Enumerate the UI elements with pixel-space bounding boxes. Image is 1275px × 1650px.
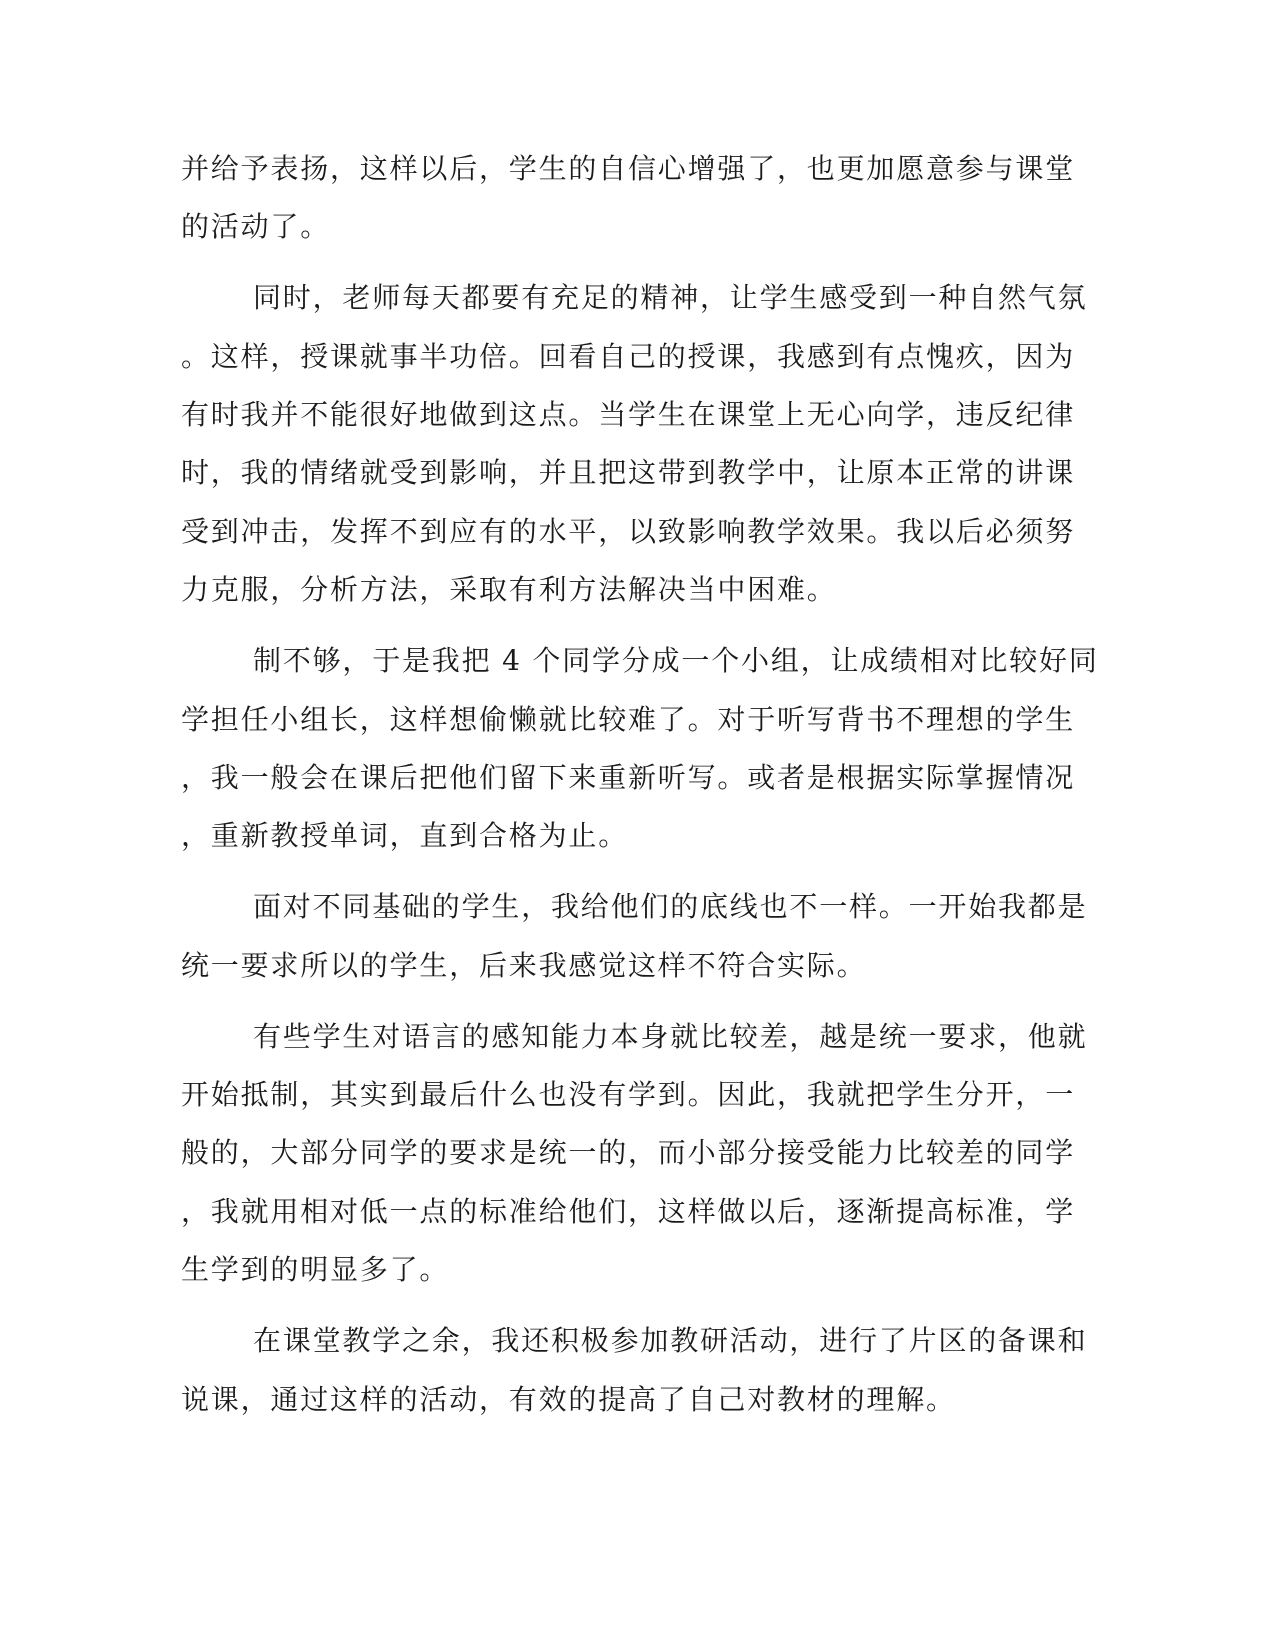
paragraph-first-line: 制不够，于是我把 4 个同学分成一个小组，让成绩相对比较好同 <box>253 644 1099 677</box>
text-line: 受到冲击，发挥不到应有的水平，以致影响教学效果。我以后必须努 <box>181 515 1076 548</box>
text-line: 般的，大部分同学的要求是统一的，而小部分接受能力比较差的同学 <box>181 1136 1076 1169</box>
text-line: 有时我并不能很好地做到这点。当学生在课堂上无心向学，违反纪律 <box>181 398 1076 431</box>
paragraph-first-line: 同时，老师每天都要有充足的精神，让学生感受到一种自然气氛 <box>253 281 1088 314</box>
text-line: 力克服，分析方法，采取有利方法解决当中困难。 <box>181 573 837 606</box>
text-line: ，我就用相对低一点的标准给他们，这样做以后，逐渐提高标准，学 <box>181 1195 1076 1228</box>
text-line: 开始抵制，其实到最后什么也没有学到。因此，我就把学生分开，一 <box>181 1078 1076 1111</box>
paragraph-first-line: 有些学生对语言的感知能力本身就比较差，越是统一要求，他就 <box>253 1020 1088 1053</box>
text-line: 时，我的情绪就受到影响，并且把这带到教学中，让原本正常的讲课 <box>181 456 1076 489</box>
text-line: 学担任小组长，这样想偷懒就比较难了。对于听写背书不理想的学生 <box>181 703 1076 736</box>
paragraph-first-line: 面对不同基础的学生，我给他们的底线也不一样。一开始我都是 <box>253 890 1088 923</box>
text-line: 。这样，授课就事半功倍。回看自己的授课，我感到有点愧疚，因为 <box>181 340 1076 373</box>
text-line: 的活动了。 <box>181 210 331 243</box>
text-line: ，我一般会在课后把他们留下来重新听写。或者是根据实际掌握情况 <box>181 761 1076 794</box>
text-line: 并给予表扬，这样以后，学生的自信心增强了，也更加愿意参与课堂 <box>181 152 1076 185</box>
text-line: 说课，通过这样的活动，有效的提高了自己对教材的理解。 <box>181 1383 956 1416</box>
paragraph-first-line: 在课堂教学之余，我还积极参加教研活动，进行了片区的备课和 <box>253 1324 1088 1357</box>
text-line: 统一要求所以的学生，后来我感觉这样不符合实际。 <box>181 949 867 982</box>
text-line: 生学到的明显多了。 <box>181 1253 450 1286</box>
text-line: ，重新教授单词，直到合格为止。 <box>181 819 629 852</box>
